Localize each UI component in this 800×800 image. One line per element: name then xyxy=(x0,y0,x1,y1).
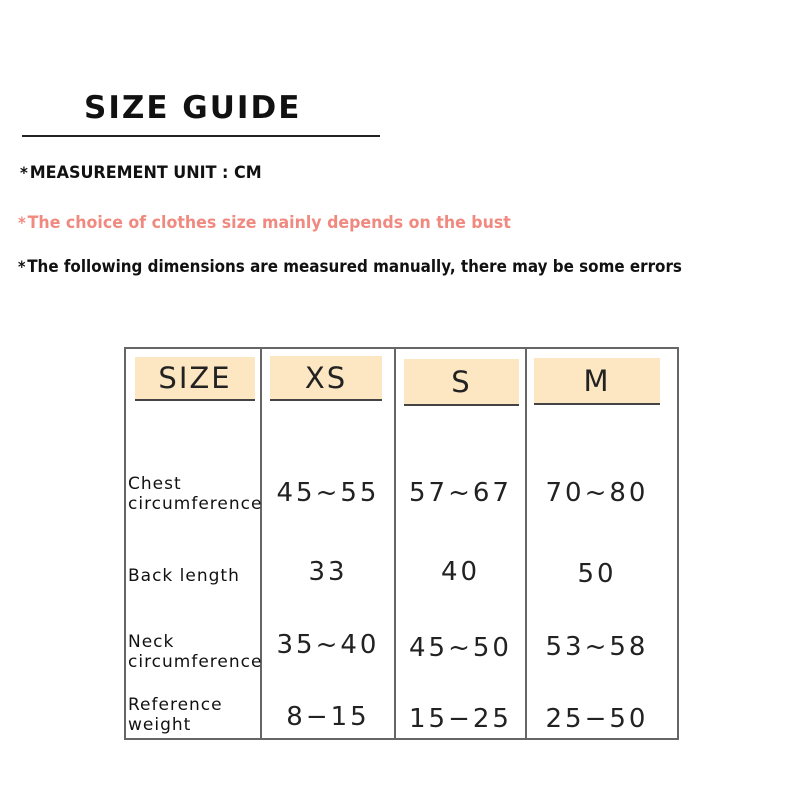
table-cell: 45~50 xyxy=(409,633,512,663)
label-line: Neck xyxy=(128,632,175,652)
table-cell: 45~55 xyxy=(276,478,380,508)
table-cell: 25−50 xyxy=(545,704,649,734)
table-cell: 15−25 xyxy=(409,704,512,734)
header-s: S xyxy=(404,359,519,406)
table-cell: 35~40 xyxy=(276,630,380,660)
label-line: circumference xyxy=(128,652,263,672)
note-text: MEASUREMENT UNIT : CM xyxy=(29,163,262,183)
title-underline xyxy=(22,135,380,137)
bust-size-note xyxy=(18,213,511,233)
table-border xyxy=(124,738,679,740)
table-cell: 33 xyxy=(308,557,348,587)
header-m: M xyxy=(534,358,660,405)
manual-measurement-note xyxy=(18,257,682,277)
note-text: The following dimensions are measured manually, there may be some errors xyxy=(27,257,682,277)
asterisk-icon: * xyxy=(20,163,28,182)
measurement-unit-note xyxy=(20,163,262,183)
row-label-chest xyxy=(128,474,262,514)
table-border xyxy=(124,347,679,349)
label-line: Back length xyxy=(128,566,240,586)
table-border xyxy=(677,347,679,740)
note-text: The choice of clothes size mainly depends on the bust xyxy=(27,213,511,233)
label-line: Chest xyxy=(128,474,182,494)
label-line: Reference xyxy=(128,695,223,715)
row-label-neck xyxy=(128,632,262,672)
header-xs: XS xyxy=(270,356,382,401)
table-cell: 40 xyxy=(440,557,481,587)
table-cell: 50 xyxy=(577,559,617,589)
size-guide-title: SIZE GUIDE xyxy=(84,90,302,126)
table-cell: 8−15 xyxy=(286,702,370,732)
table-cell: 53~58 xyxy=(545,632,649,662)
header-size: SIZE xyxy=(135,357,255,401)
label-line: weight xyxy=(128,715,192,735)
column-divider xyxy=(394,347,396,740)
table-cell: 57~67 xyxy=(409,478,512,508)
row-label-reference-weight xyxy=(128,695,223,735)
column-divider xyxy=(525,347,527,740)
asterisk-icon: * xyxy=(18,257,26,276)
table-cell: 70~80 xyxy=(545,478,649,508)
row-label-back-length xyxy=(128,566,240,586)
table-border xyxy=(124,347,126,740)
asterisk-icon: * xyxy=(18,213,26,232)
size-table xyxy=(124,347,679,740)
label-line: circumference xyxy=(128,494,263,514)
column-divider xyxy=(260,347,262,740)
